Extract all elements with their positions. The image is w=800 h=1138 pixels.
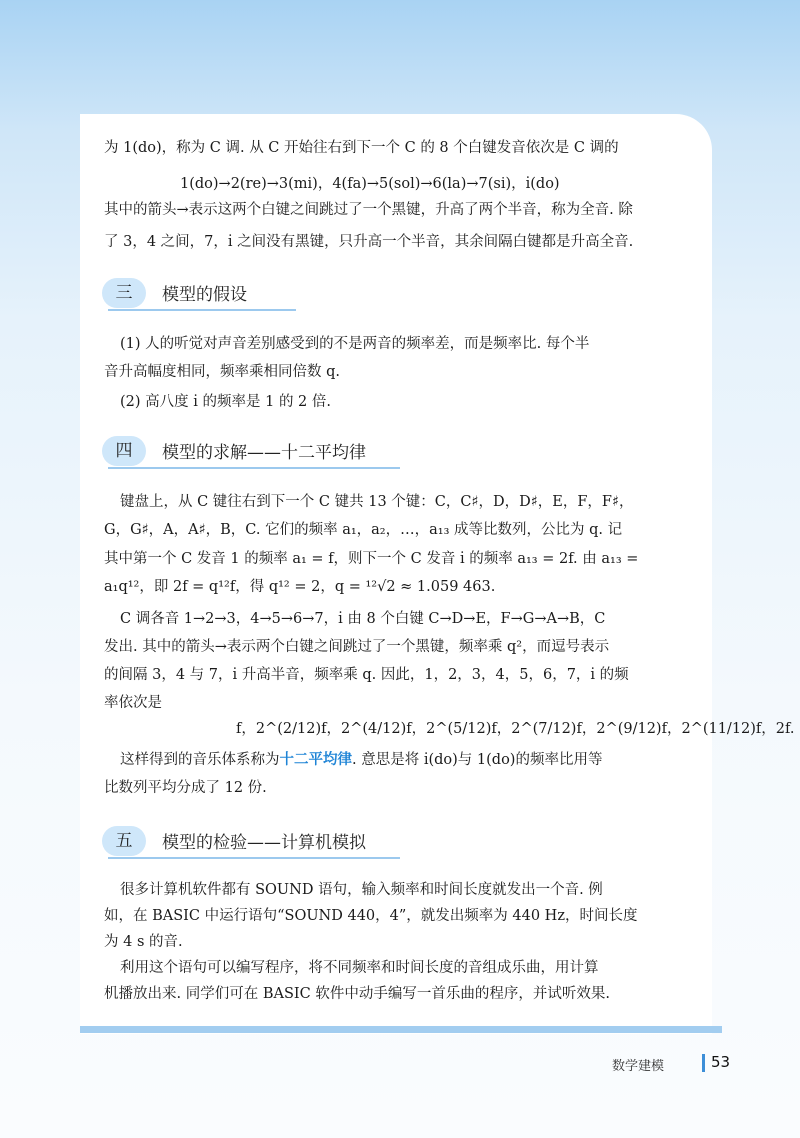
section-title: 模型的检验——计算机模拟 <box>162 833 366 853</box>
paragraph-line: 率依次是 <box>104 695 162 711</box>
bottom-rule <box>80 1026 722 1033</box>
section-underline <box>108 857 400 859</box>
section-heading-assumptions <box>102 276 302 312</box>
paragraph-line: 音升高幅度相同，频率乘相同倍数 q. <box>104 364 340 380</box>
formula-line: a₁q¹²，即 2f = q¹²f，得 q¹² = 2，q = ¹²√2 ≈ 1.059 463. <box>104 579 496 595</box>
paragraph-line: (2) 高八度 i̇ 的频率是 1 的 2 倍. <box>120 394 331 410</box>
paragraph-line: 发出. 其中的箭头→表示两个白键之间跳过了一个黑键，频率乘 q²，而逗号表示 <box>104 639 610 655</box>
section-number: 三 <box>102 278 146 308</box>
paragraph-line: 其中第一个 C 发音 1 的频率 a₁ = f，则下一个 C 发音 i̇ 的频率 a₁₃ = 2f. 由 a₁₃ = <box>104 551 639 567</box>
section-title: 模型的假设 <box>162 285 247 305</box>
paragraph-line: 比数列平均分成了 12 份. <box>104 780 267 796</box>
paragraph-line: 机播放出来. 同学们可在 BASIC 软件中动手编写一首乐曲的程序，并试听效果. <box>104 986 610 1002</box>
section-underline <box>108 467 400 469</box>
paragraph-line: C 调各音 1→2→3，4→5→6→7，i̇ 由 8 个白键 C→D→E，F→G→A→B，C <box>120 611 606 627</box>
term-highlight: 十二平均律 <box>279 752 352 768</box>
paragraph-line: 其中的箭头→表示这两个白键之间跳过了一个黑键，升高了两个半音，称为全音. 除 <box>104 202 633 218</box>
section-heading-solution <box>102 434 402 470</box>
paragraph-line: 为 4 s 的音. <box>104 934 183 950</box>
paragraph-line: 键盘上，从 C 键往右到下一个 C 键共 13 个键：C，C♯，D，D♯，E，F，F♯， <box>120 494 634 510</box>
paragraph-line: (1) 人的听觉对声音差别感受到的不是两音的频率差，而是频率比. 每个半 <box>120 336 590 352</box>
book-title: 数学建模 <box>612 1059 665 1074</box>
section-number: 四 <box>102 436 146 466</box>
page-number: 53 <box>711 1053 731 1071</box>
paragraph-line: 如，在 BASIC 中运行语句“SOUND 440，4”，就发出频率为 440 Hz，时间长度 <box>104 908 638 924</box>
paragraph-line: 很多计算机软件都有 SOUND 语句，输入频率和时间长度就发出一个音. 例 <box>120 882 603 898</box>
text-segment: . 意思是将 i̇(do)与 1(do)的频率比用等 <box>352 752 603 768</box>
section-title: 模型的求解——十二平均律 <box>162 443 366 463</box>
frequency-sequence: f，2^(2/12)f，2^(4/12)f，2^(5/12)f，2^(7/12)f，2^(9/12)f，2^(11/12)f，2f. <box>236 721 795 737</box>
section-heading-verification <box>102 824 402 860</box>
paragraph-line: 的间隔 3，4 与 7，i̇ 升高半音，频率乘 q. 因此，1，2，3，4，5，6，7，i̇ 的频 <box>104 667 629 683</box>
text-segment: 这样得到的音乐体系称为 <box>120 752 280 768</box>
section-underline <box>108 309 296 311</box>
paragraph-line: 为 1(do)，称为 C 调. 从 C 开始往右到下一个 C 的 8 个白键发音依次是 C 调的 <box>104 140 619 156</box>
scale-sequence: 1(do)→2(re)→3(mi)，4(fa)→5(sol)→6(la)→7(si)，i̇(do) <box>180 176 560 192</box>
paragraph-line: 利用这个语句可以编写程序，将不同频率和时间长度的音组成乐曲，用计算 <box>120 960 599 976</box>
section-number: 五 <box>102 826 146 856</box>
footer-divider <box>702 1054 705 1072</box>
paragraph-line: G，G♯，A，A♯，B，C. 它们的频率 a₁，a₂，…，a₁₃ 成等比数列，公比为 q. 记 <box>104 522 623 538</box>
paragraph-line: 了 3，4 之间，7，i̇ 之间没有黑键，只升高一个半音，其余间隔白键都是升高全音. <box>104 234 634 250</box>
paragraph-line-highlight <box>120 750 602 770</box>
